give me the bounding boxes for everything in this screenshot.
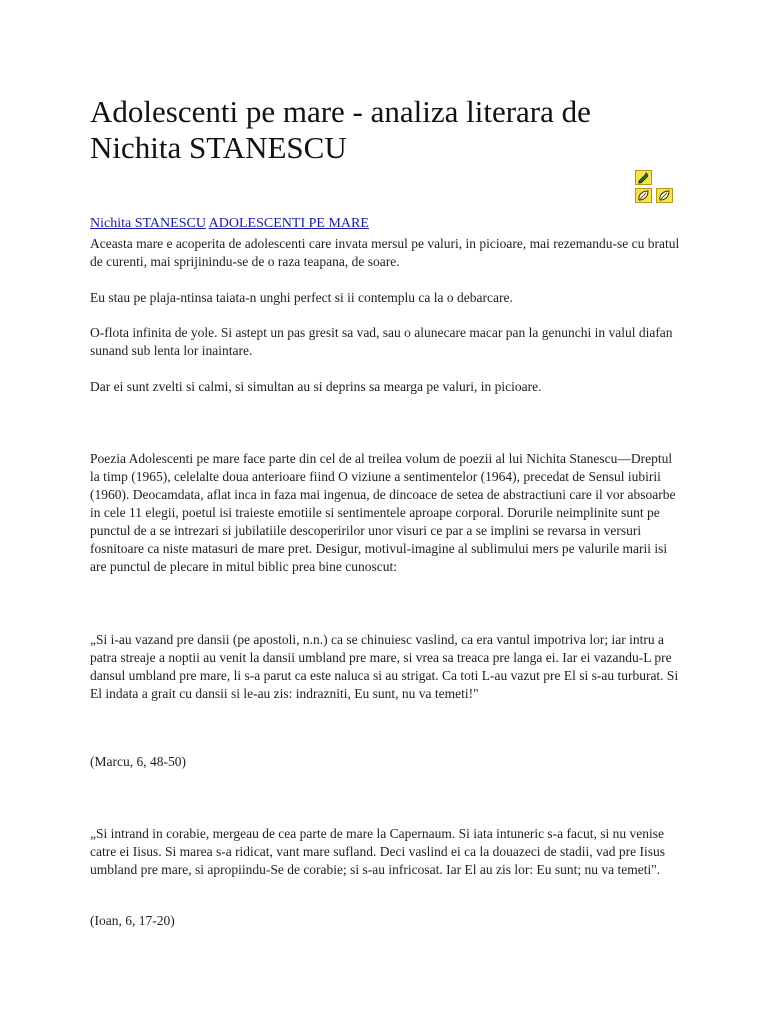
analysis-paragraph: Poezia Adolescenti pe mare face parte din cel de al treilea volum de poezii al lui Nichita Stanescu—Dreptul la timp (1965), celelalte doua anterioare fiind O viziune a sentimentelor (1964), precedat de Sensul iubirii (1960). Deocamdata, aflat inca in faza mai ingenua, de dincoace de setea de abstractiuni care il vor absoarbe in cele 11 elegii, poetul isi traieste emotiile si sentimentele aproape corporal. Dorurile neimplinite sunt pe punctul de a se intrezari si jubilatiile descoperirilor unor visuri ce par a se implini se revarsa in versuri fosnitoare ca niste matasuri de mare pret. Desigur, motivul-imagine al sublimului mers pe valurile marii isi are punctul de plecare in mitul biblic prea bine cunoscut: — [90, 451, 676, 574]
quote-source: (Ioan, 6, 17-20) — [90, 913, 175, 928]
bible-quote: „Si intrand in corabie, mergeau de cea parte de mare la Capernaum. Si iata intuneric s-a facut, si nu venise catre ei Iisus. Si marea s-a ridicat, vant mare sufland. Deci vaslind ei ca la douazeci de stadii, vad pre Iisus umbland pre mare, si apropiindu-Se de corabie; si s-au infricosat. Iar El au zis lor: Eu sunt; nu va temeti". — [90, 826, 666, 877]
icon-toolbar — [633, 170, 677, 204]
title-links — [90, 215, 369, 233]
leaf-icon[interactable] — [656, 188, 673, 203]
bible-quote: „Si i-au vazand pre dansii (pe apostoli, n.n.) ca se chinuiesc vaslind, ca era vantul impotriva lor; iar intru a patra streaje a noptii au venit la dansii umbland pre mare, si vrea sa treaca pre langa ei. Iar ei vazandu-L pre dansul umbland pre mare, li s-a parut ca este naluca si au strigat. Ca toti L-au vazut pre El si s-au turburat. Si El indata a grait cu dansii si le-au zis: indrazniti, Eu sunt, nu va temeti!" — [90, 632, 679, 701]
poem-stanza: O-flota infinita de yole. Si astept un pas gresit sa vad, sau o alunecare macar pan la genunchi in valul diafan sunand sub lenta lor inaintare. — [90, 325, 673, 358]
poem-stanza: Eu stau pe plaja-ntinsa taiata-n unghi perfect si ii contemplu ca la o debarcare. — [90, 290, 513, 305]
quote-source: (Marcu, 6, 48-50) — [90, 754, 186, 769]
leaf-icon[interactable] — [635, 188, 652, 203]
document-title: Adolescenti pe mare - analiza literara de Nichita STANESCU — [90, 94, 591, 165]
poem-stanza: Dar ei sunt zvelti si calmi, si simultan au si deprins sa mearga pe valuri, in picioare. — [90, 379, 542, 394]
poem-title-link[interactable]: ADOLESCENTI PE MARE — [208, 216, 369, 231]
pencil-icon[interactable] — [635, 170, 652, 185]
author-link[interactable]: Nichita STANESCU — [90, 216, 206, 231]
poem-stanza: Aceasta mare e acoperita de adolescenti care invata mersul pe valuri, in picioare, mai rezemandu-se cu bratul de curenti, mai sprijinindu-se de o raza teapana, de soare. — [90, 236, 680, 269]
